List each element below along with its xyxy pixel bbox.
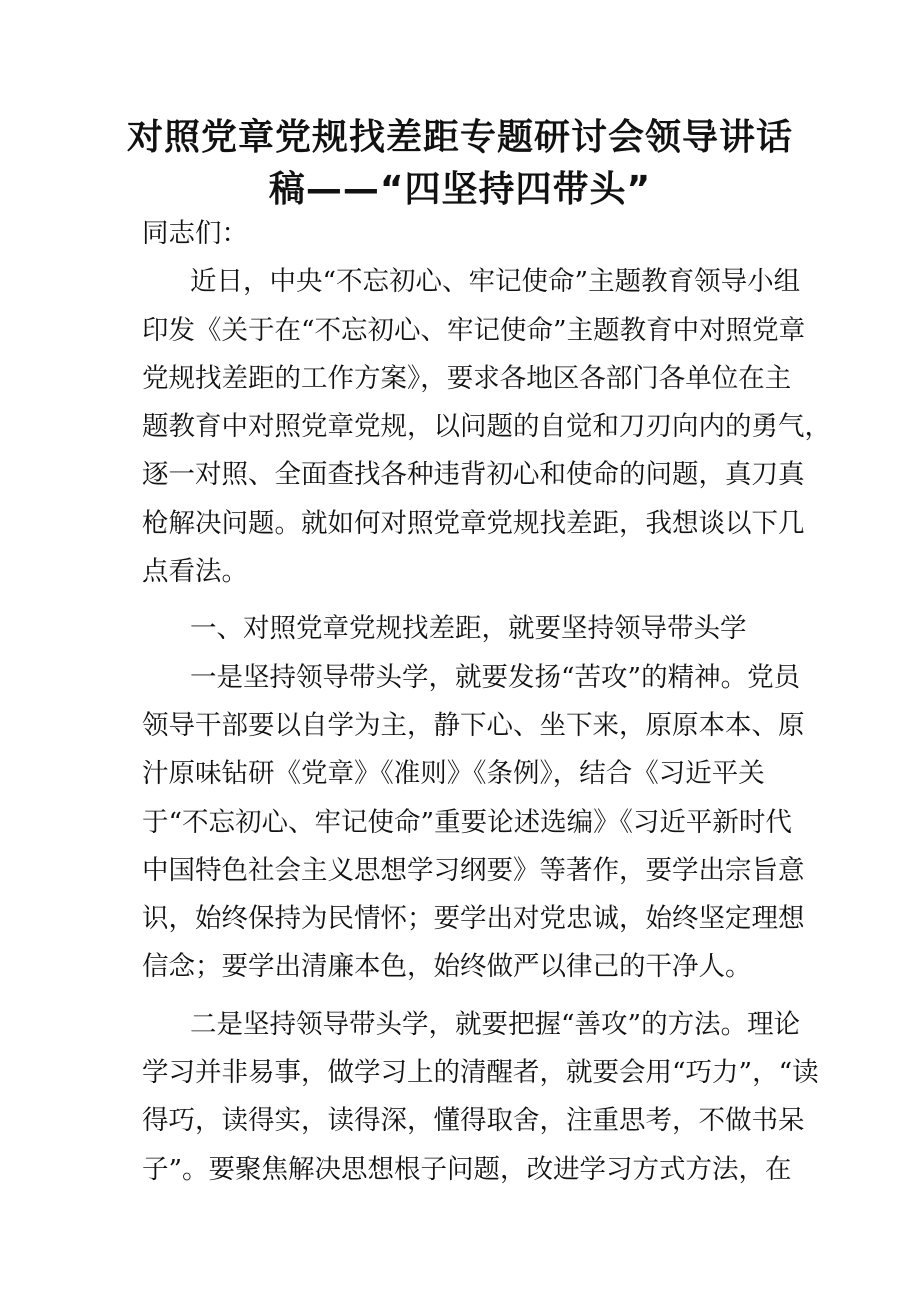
text-line: 学习并非易事，做学习上的清醒者，就要会用“巧力”，“读 bbox=[142, 1057, 819, 1089]
text-line: 领导干部要以自学为主，静下心、坐下来，原原本本、原 bbox=[142, 709, 805, 741]
paragraph-intro bbox=[142, 258, 831, 596]
text-line: 近日，中央“不忘初心、牢记使命”主题教育领导小组 bbox=[190, 266, 801, 298]
paragraph-gap bbox=[142, 596, 782, 605]
text-line: 逐一对照、全面查找各种违背初心和使命的问题，真刀真 bbox=[142, 459, 805, 491]
text-line: 中国特色社会主义思想学习纲要》等著作，要学出宗旨意 bbox=[142, 854, 805, 886]
text-line: 印发《关于在“不忘初心、牢记使命”主题教育中对照党章 bbox=[142, 314, 806, 346]
text-line: 党规找差距的工作方案》，要求各地区各部门各单位在主 bbox=[142, 362, 792, 394]
text-line: 一、对照党章党规找差距，就要坚持领导带头学 bbox=[190, 613, 747, 645]
text-line: 一是坚持领导带头学，就要发扬“苦攻”的精神。党员 bbox=[190, 661, 801, 693]
text-line: 二是坚持领导带头学，就要把握“善攻”的方法。理论 bbox=[190, 1008, 801, 1040]
paragraph-point-one bbox=[142, 654, 805, 992]
salutation: 同志们： bbox=[142, 218, 248, 249]
paragraph-point-two bbox=[142, 1001, 819, 1194]
text-line: 枪解决问题。就如何对照党章党规找差距，我想谈以下几 bbox=[142, 507, 805, 539]
section-heading bbox=[142, 605, 782, 653]
title-line: 对照党章党规找差距专题研讨会领导讲话 bbox=[126, 117, 793, 158]
text-line: 子”。要聚焦解决思想根子问题，改进学习方式方法，在 bbox=[142, 1153, 792, 1185]
text-line: 得巧，读得实，读得深，懂得取舍，注重思考，不做书呆 bbox=[142, 1105, 805, 1137]
document-body bbox=[142, 210, 831, 1194]
text-line: 信念；要学出清廉本色，始终做严以律己的干净人。 bbox=[142, 951, 752, 983]
text-line: 点看法。 bbox=[142, 556, 248, 588]
text-line: 题教育中对照党章党规，以问题的自觉和刀刃向内的勇气， bbox=[142, 411, 831, 443]
document-title bbox=[100, 112, 820, 216]
title-line: 稿——“四坚持四带头” bbox=[268, 169, 652, 210]
text-line: 识，始终保持为民情怀；要学出对党忠诚，始终坚定理想 bbox=[142, 903, 805, 935]
paragraph-gap bbox=[142, 992, 782, 1001]
text-line: 于“不忘初心、牢记使命”重要论述选编》《习近平新时代 bbox=[142, 806, 792, 838]
text-line: 汁原味钻研《党章》《准则》《条例》，结合《习近平关 bbox=[142, 758, 765, 790]
